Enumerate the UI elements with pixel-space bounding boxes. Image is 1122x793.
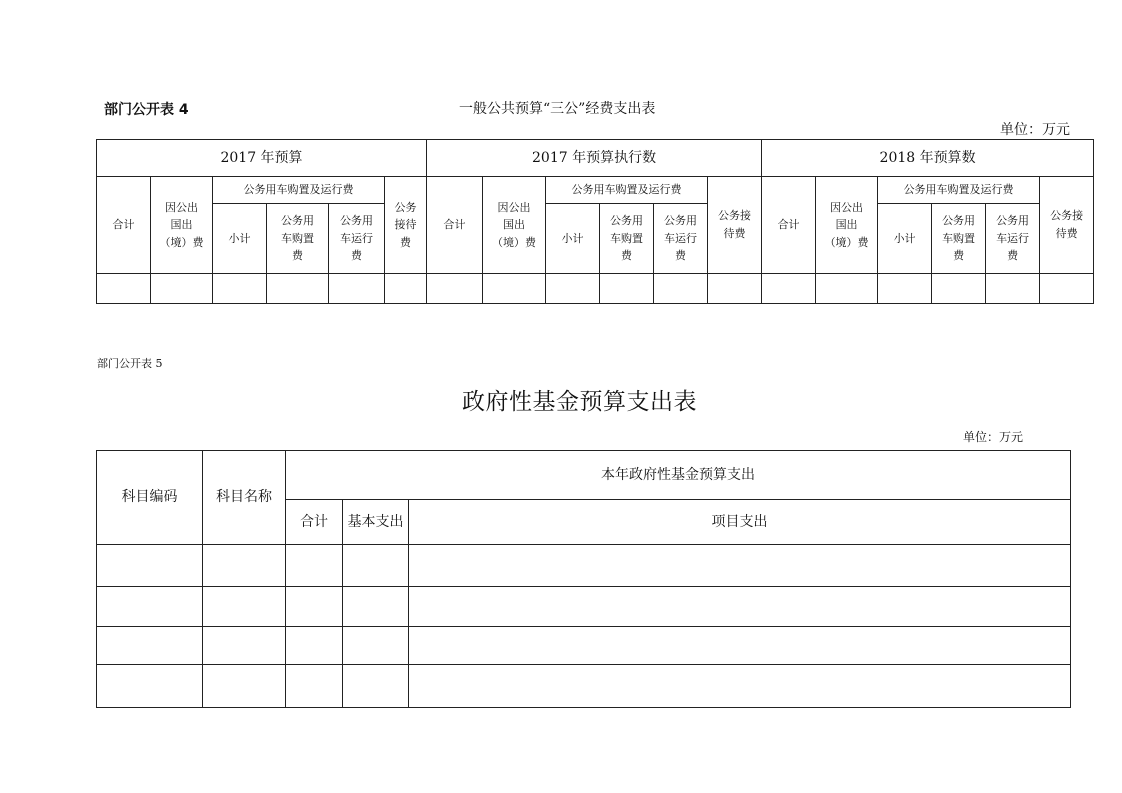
- table4-title: 一般公共预算“三公”经费支出表: [459, 101, 656, 117]
- col-vehicle-running: 公务用 车运行 费: [329, 204, 385, 274]
- col-vehicle-purchase: 公务用 车购置 费: [932, 204, 986, 274]
- table-row: [97, 665, 1071, 708]
- table5-title: 政府性基金预算支出表: [462, 389, 697, 415]
- col-abroad: 因公出 国出 （境）费: [151, 177, 213, 274]
- table5-label: 部门公开表 5: [97, 357, 163, 370]
- col-total: 合计: [762, 177, 816, 274]
- col-vehicle: 公务用车购置及运行费: [878, 177, 1040, 204]
- col-abroad: 因公出 国出 （境）费: [483, 177, 546, 274]
- col-subject-code: 科目编码: [97, 451, 203, 545]
- col-subtotal: 小计: [878, 204, 932, 274]
- table5-unit: 单位：万元: [963, 430, 1024, 444]
- col-group-fund-expense: 本年政府性基金预算支出: [286, 451, 1071, 500]
- col-subject-name: 科目名称: [203, 451, 286, 545]
- col-vehicle-running: 公务用 车运行 费: [986, 204, 1040, 274]
- group-2018-budget: 2018 年预算数: [762, 140, 1094, 177]
- col-reception: 公务接 待费: [1040, 177, 1094, 274]
- col-subtotal: 小计: [213, 204, 267, 274]
- col-vehicle: 公务用车购置及运行费: [546, 177, 708, 204]
- col-project-expense: 项目支出: [409, 500, 1071, 545]
- government-fund-expense-table: [96, 450, 1071, 708]
- col-total: 合计: [97, 177, 151, 274]
- group-2017-execution: 2017 年预算执行数: [427, 140, 762, 177]
- table-row: [97, 627, 1071, 665]
- col-vehicle: 公务用车购置及运行费: [213, 177, 385, 204]
- col-subtotal: 小计: [546, 204, 600, 274]
- col-total: 合计: [427, 177, 483, 274]
- col-reception: 公务接 待费: [708, 177, 762, 274]
- group-2017-budget: 2017 年预算: [97, 140, 427, 177]
- col-total: 合计: [286, 500, 343, 545]
- col-vehicle-purchase: 公务用 车购置 费: [267, 204, 329, 274]
- table-row: [97, 545, 1071, 587]
- table4-label: 部门公开表 4: [104, 102, 189, 118]
- col-vehicle-purchase: 公务用 车购置 费: [600, 204, 654, 274]
- col-basic-expense: 基本支出: [343, 500, 409, 545]
- three-public-expense-table: [96, 139, 1094, 304]
- col-vehicle-running: 公务用 车运行 费: [654, 204, 708, 274]
- table-row: [97, 587, 1071, 627]
- table4-unit: 单位：万元: [1000, 122, 1070, 138]
- table-row: [97, 274, 1094, 304]
- col-abroad: 因公出 国出 （境）费: [816, 177, 878, 274]
- col-reception: 公务 接待 费: [385, 177, 427, 274]
